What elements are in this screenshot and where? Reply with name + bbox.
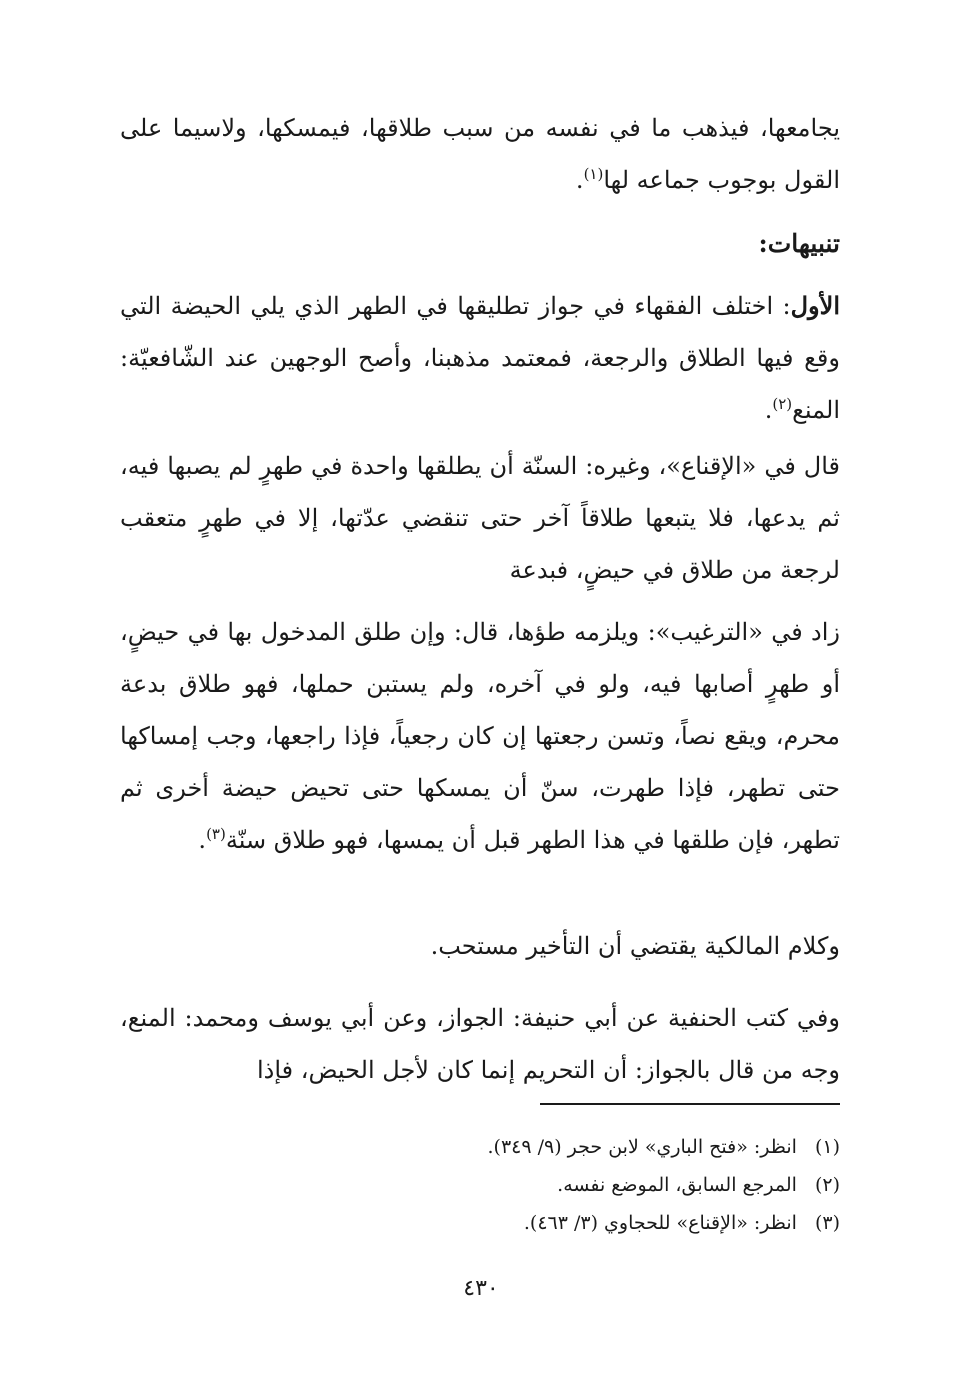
paragraph-text: يجامعها، فيذهب ما في نفسه من سبب طلاقها، فيمسكها، ولاسيما على القول بوجوب جماعه لها bbox=[120, 114, 841, 194]
footnote-number: (٣) bbox=[814, 1212, 840, 1234]
sentence-end: . bbox=[575, 166, 584, 194]
footnote-item bbox=[120, 1128, 840, 1166]
paragraph-text: : اختلف الفقهاء في جواز تطليقها في الطهر الذي يلي الحيضة التي وقع فيها الطلاق والرجعة، فمعتمد مذهبنا، وأصح الوجهين عند الشّافعيّة: المنع bbox=[120, 292, 840, 424]
page-number: ٤٣٠ bbox=[463, 1276, 499, 1301]
paragraph-targhib-quote bbox=[120, 606, 840, 866]
sentence-end: . bbox=[764, 396, 773, 424]
footnote-reference-1[interactable]: (١) bbox=[583, 165, 604, 183]
footnote-item bbox=[120, 1166, 840, 1204]
footnote-separator bbox=[540, 1103, 840, 1105]
paragraph-maliki-view: وكلام المالكية يقتضي أن التأخير مستحب. bbox=[430, 932, 840, 960]
footnote-number: (٢) bbox=[814, 1174, 840, 1196]
footnote-reference-2[interactable]: (٢) bbox=[772, 395, 793, 413]
paragraph-lead-word: الأول bbox=[790, 291, 840, 320]
sentence-end: . bbox=[198, 826, 207, 854]
paragraph-continuation bbox=[120, 102, 840, 206]
footnote-item bbox=[120, 1204, 840, 1242]
footnotes-section bbox=[120, 1128, 840, 1242]
paragraph-iqna-quote: قال في «الإقناع»، وغيره: السنّة أن يطلقها واحدة في طهرٍ لم يصبها فيه، ثم يدعها، فلا يتبعها طلاقاً آخر حتى تنقضي عدّتها، إلا في طهرٍ متعقب لرجعة من طلاق في حيضٍ، فبدعة bbox=[120, 452, 840, 584]
footnote-text: المرجع السابق، الموضع نفسه. bbox=[557, 1174, 797, 1196]
paragraph-text: زاد في «الترغيب»: ويلزمه طؤها، قال: وإن طلق المدخول بها في حيضٍ، أو طهرٍ أصابها فيه، ولو في آخره، ولم يستبن حملها، فهو طلاق بدعة محرم، ويقع نصاً، وتسن رجعتها إن كان رجعياً، فإذا راجعها، وجب إمساكها حتى تطهر، فإذا طهرت، سنّ أن يمسكها حتى تحيض حيضة أخرى ثم تطهر، فإن طلقها في هذا الطهر قبل أن يمسها، فهو طلاق سنّة bbox=[120, 618, 840, 854]
section-heading: تنبيهات: bbox=[758, 229, 840, 258]
footnote-text: انظر: «الإقناع» للحجاوي (٣/ ٤٦٣). bbox=[523, 1212, 797, 1234]
footnote-reference-3[interactable]: (٣) bbox=[206, 825, 226, 843]
paragraph-hanafi-view: وفي كتب الحنفية عن أبي حنيفة: الجواز، وعن أبي يوسف ومحمد: المنع، وجه من قال بالجواز: أن التحريم إنما كان لأجل الحيض، فإذا bbox=[120, 1004, 840, 1084]
paragraph-first-note bbox=[120, 280, 840, 436]
footnote-number: (١) bbox=[814, 1136, 840, 1158]
footnote-text: انظر: «فتح الباري» لابن حجر (٩/ ٣٤٩). bbox=[487, 1136, 797, 1158]
